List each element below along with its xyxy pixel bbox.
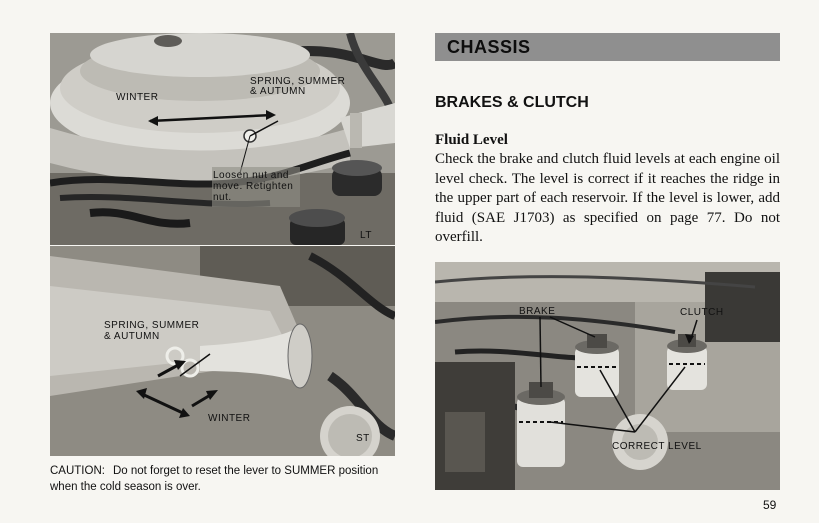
section-heading: BRAKES & CLUTCH <box>435 94 589 111</box>
air-cleaner-photo-lt <box>50 33 395 245</box>
loosen-nut-note-line1: Loosen nut and <box>213 170 289 181</box>
loosen-nut-note-line2: move. Retighten <box>213 181 294 192</box>
fluid-reservoirs-photo <box>435 262 780 490</box>
caution-note <box>50 463 395 495</box>
caution-lead: CAUTION: <box>50 465 105 477</box>
bottom-winter-label: WINTER <box>208 413 251 424</box>
brake-reservoir-label: BRAKE <box>519 306 556 317</box>
top-spring-label-line2: & AUTUMN <box>250 86 306 97</box>
section-banner-title: CHASSIS <box>447 37 531 57</box>
model-label-st: ST <box>356 433 370 444</box>
clutch-reservoir-label: CLUTCH <box>680 307 724 318</box>
top-winter-label: WINTER <box>116 92 159 103</box>
subsection-heading: Fluid Level <box>435 132 508 148</box>
page-number: 59 <box>763 498 777 512</box>
model-label-lt: LT <box>360 230 372 241</box>
body-paragraph: Check the brake and clutch fluid levels at each engine oil level check. The level is correct if it reaches the ridge in the upper part of each reservoir. If the level is lower, add fluid (SAE J1703) as specified on page 77. Do not overfill. <box>435 151 780 245</box>
caution-text: Do not forget to reset the lever to SUMMER position when the cold season is over. <box>50 465 379 493</box>
correct-level-label: CORRECT LEVEL <box>612 441 702 452</box>
bottom-spring-label-line2: & AUTUMN <box>104 331 160 342</box>
top-spring-label-line1: SPRING, SUMMER <box>250 76 346 87</box>
bottom-spring-label-line1: SPRING, SUMMER <box>104 320 200 331</box>
section-banner <box>435 33 780 61</box>
air-cleaner-photo-st <box>50 246 395 456</box>
loosen-nut-note-line3: nut. <box>213 192 232 203</box>
